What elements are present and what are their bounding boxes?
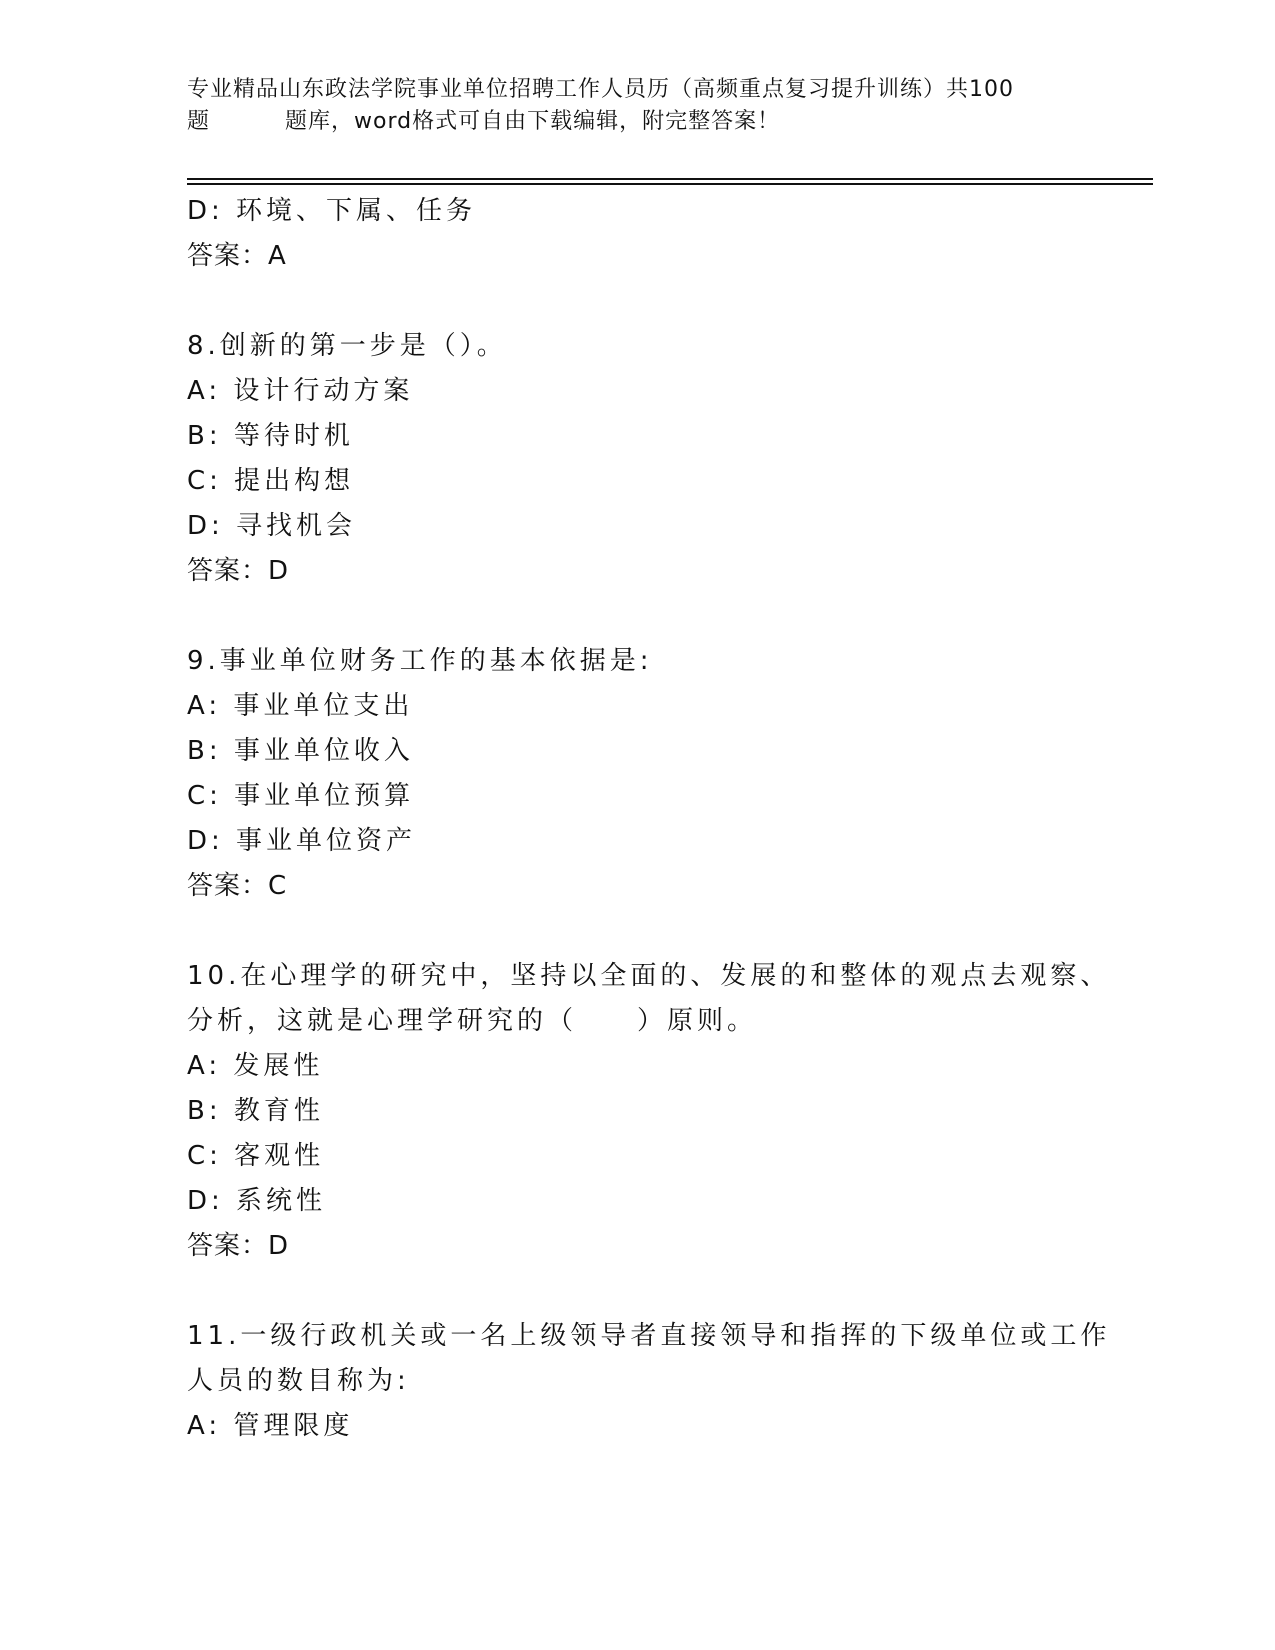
option-a: A: 管理限度 <box>187 1411 354 1441</box>
question-8 <box>187 324 1087 594</box>
answer: 答案：A <box>187 241 287 271</box>
question-stem-line-1: 11.一级行政机关或一名上级领导者直接领导和指挥的下级单位或工作 <box>187 1321 1111 1351</box>
question-11 <box>187 1314 1111 1449</box>
header-title-line-1: 专业精品山东政法学院事业单位招聘工作人员历（高频重点复习提升训练）共100 <box>187 77 1014 102</box>
option-a: A: 事业单位支出 <box>187 691 414 721</box>
spacer <box>187 1269 1087 1314</box>
header-title-line-2 <box>187 106 1087 138</box>
spacer <box>187 279 1087 324</box>
answer: 答案：D <box>187 1231 290 1261</box>
question-stem: 9.事业单位财务工作的基本依据是: <box>187 646 653 676</box>
option-d: D: 事业单位资产 <box>187 826 417 856</box>
question-10 <box>187 954 1111 1269</box>
option-b: B: 事业单位收入 <box>187 736 414 766</box>
question-content <box>187 189 1111 1449</box>
spacer <box>187 594 1087 639</box>
option-c: C: 客观性 <box>187 1141 325 1171</box>
question-stem-line-2: 分析，这就是心理学研究的（ ）原则。 <box>187 1006 758 1036</box>
question-stem-line-1: 10.在心理学的研究中，坚持以全面的、发展的和整体的观点去观察、 <box>187 961 1111 991</box>
spacer <box>187 909 1087 954</box>
question-9 <box>187 639 1087 909</box>
option-c: C: 提出构想 <box>187 466 355 496</box>
option-a: A: 设计行动方案 <box>187 376 414 406</box>
option-d: D: 寻找机会 <box>187 511 357 541</box>
header-divider-top <box>187 178 1153 180</box>
question-stem: 8.创新的第一步是（）。 <box>187 331 507 361</box>
header-divider-bottom <box>187 183 1153 185</box>
answer: 答案：C <box>187 871 288 901</box>
answer: 答案：D <box>187 556 290 586</box>
header-title-word: 题 <box>187 109 211 134</box>
option-a: A: 发展性 <box>187 1051 324 1081</box>
option-d: D: 系统性 <box>187 1186 327 1216</box>
option-b: B: 等待时机 <box>187 421 354 451</box>
question-stem-line-2: 人员的数目称为: <box>187 1366 410 1396</box>
header-title-rest: 题库，word格式可自由下载编辑，附完整答案！ <box>285 109 781 134</box>
page-header <box>187 74 1087 138</box>
option-c: C: 事业单位预算 <box>187 781 415 811</box>
option-b: B: 教育性 <box>187 1096 324 1126</box>
option-d: D: 环境、下属、任务 <box>187 196 477 226</box>
